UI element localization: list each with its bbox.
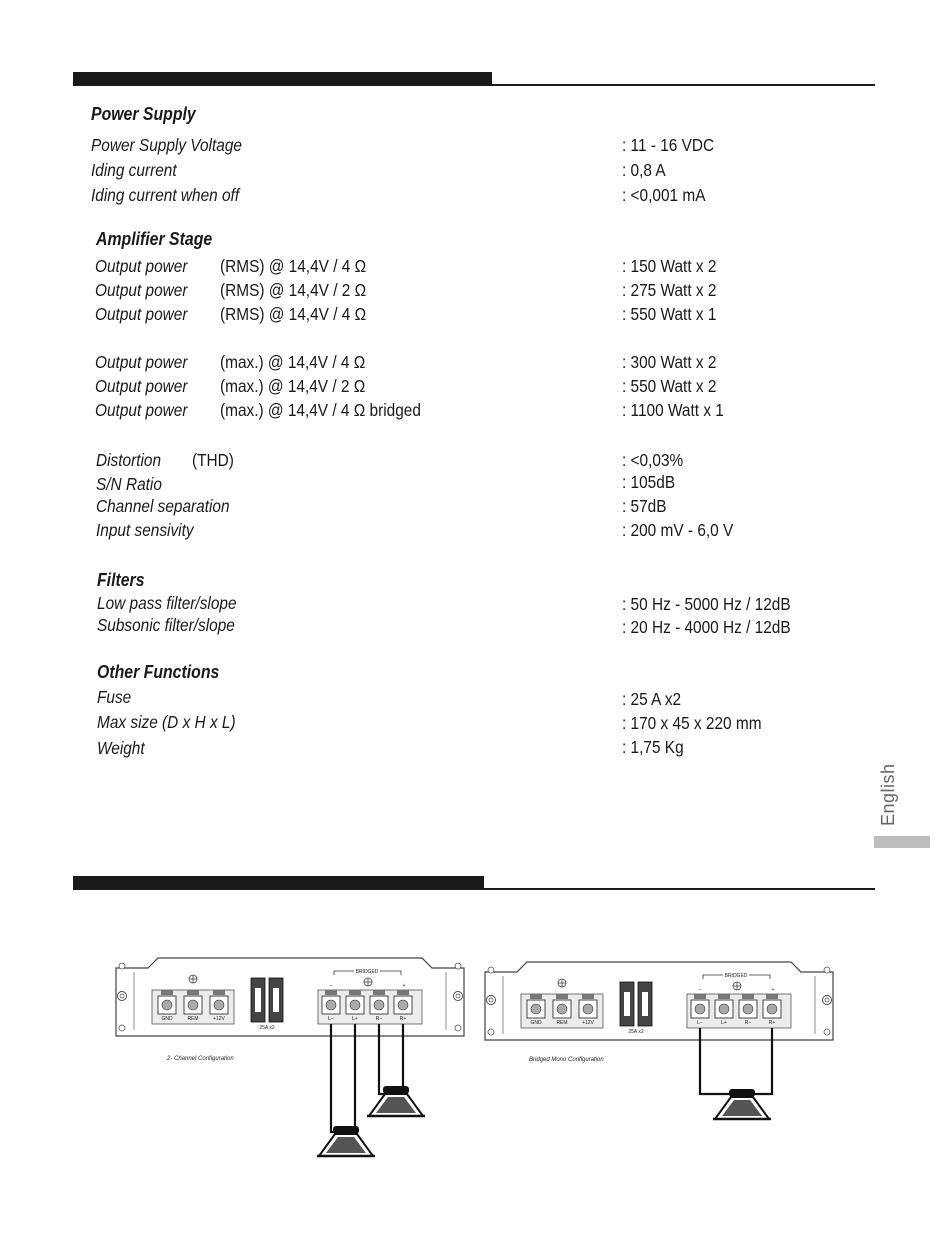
terminal-clamp [742, 994, 754, 999]
bridged-mono-diagram [485, 962, 833, 1119]
spec-label: Output power [95, 376, 188, 396]
terminal-clamp [556, 994, 568, 999]
spec-condition: (RMS) @ 14,4V / 2 Ω [220, 280, 367, 300]
power-supply-heading: Power Supply [91, 104, 196, 124]
speaker-magnet [333, 1126, 359, 1134]
terminal-screw-icon [743, 1004, 753, 1014]
spec-label: Iding current when off [91, 185, 240, 205]
terminal-screw-icon [557, 1004, 567, 1014]
speaker-terminal-label: L− [328, 1016, 334, 1022]
power-terminal-label: REM [187, 1016, 199, 1022]
terminal-screw-icon [767, 1004, 777, 1014]
filters-heading: Filters [97, 570, 145, 590]
power-terminal-label: GND [530, 1020, 542, 1026]
polarity-plus: + [402, 983, 406, 989]
mount-hole-icon [488, 967, 494, 973]
language-tab-label: English [878, 763, 898, 826]
spec-value: : 150 Watt x 2 [622, 256, 717, 276]
polarity-plus: + [771, 987, 775, 993]
spec-value: : 11 - 16 VDC [622, 135, 715, 155]
fuse-label: 25A x2 [259, 1025, 275, 1031]
mount-hole-icon [455, 963, 461, 969]
terminal-clamp [187, 990, 199, 995]
spec-value: : 275 Watt x 2 [622, 280, 717, 300]
fuse-element [255, 988, 261, 1012]
spec-label: Input sensivity [96, 520, 194, 540]
mount-hole-icon [824, 967, 830, 973]
diagram-caption: 2- Channel Configuration [167, 1056, 234, 1062]
spec-value: : 200 mV - 6,0 V [622, 520, 734, 540]
bridged-label: BRIDGED [724, 973, 748, 979]
terminal-screw-icon [398, 1000, 408, 1010]
spec-label: Low pass filter/slope [97, 593, 237, 613]
terminal-screw-icon [162, 1000, 172, 1010]
polarity-minus: − [329, 983, 333, 989]
spec-condition: (RMS) @ 14,4V / 4 Ω [220, 304, 367, 324]
spec-value: : 170 x 45 x 220 mm [622, 713, 762, 733]
terminal-clamp [694, 994, 706, 999]
terminal-clamp [397, 990, 409, 995]
spec-condition: (max.) @ 14,4V / 2 Ω [220, 376, 366, 396]
spec-value: : 25 A x2 [622, 689, 682, 709]
terminal-clamp [349, 990, 361, 995]
terminal-clamp [582, 994, 594, 999]
terminal-screw-icon [214, 1000, 224, 1010]
mount-screw-center [456, 994, 460, 998]
spec-value: : 550 Watt x 1 [622, 304, 717, 324]
fuse-label: 25A x2 [628, 1029, 644, 1035]
mount-screw-center [120, 994, 124, 998]
terminal-clamp [213, 990, 225, 995]
power-terminal-label: GND [161, 1016, 173, 1022]
mount-hole-icon [824, 1029, 830, 1035]
mount-hole-icon [119, 963, 125, 969]
terminal-screw-icon [350, 1000, 360, 1010]
spec-value: : 0,8 A [622, 160, 666, 180]
spec-label: Output power [95, 256, 188, 276]
mount-hole-icon [119, 1025, 125, 1031]
fuse-element [624, 992, 630, 1016]
spec-label: Weight [97, 738, 145, 758]
power-terminal-label: +12V [582, 1020, 594, 1026]
terminal-screw-icon [583, 1004, 593, 1014]
other-functions-heading: Other Functions [97, 662, 220, 682]
terminal-clamp [766, 994, 778, 999]
amplifier-stage-heading: Amplifier Stage [96, 229, 213, 249]
fuse-element [642, 992, 648, 1016]
spec-label: Power Supply Voltage [91, 135, 242, 155]
speaker-terminal-label: R+ [399, 1016, 407, 1022]
speaker-terminal-label: L+ [352, 1016, 358, 1022]
polarity-minus: − [698, 987, 702, 993]
spec-label: Fuse [97, 687, 132, 707]
speaker-terminal-label: L− [697, 1020, 703, 1026]
spec-condition: (RMS) @ 14,4V / 4 Ω [220, 256, 367, 276]
mount-screw-center [489, 998, 493, 1002]
spec-condition: (max.) @ 14,4V / 4 Ω bridged [220, 400, 421, 420]
terminal-screw-icon [188, 1000, 198, 1010]
terminal-clamp [161, 990, 173, 995]
terminal-clamp [718, 994, 730, 999]
spec-value: : 50 Hz - 5000 Hz / 12dB [622, 594, 791, 614]
spec-value: : 300 Watt x 2 [622, 352, 717, 372]
bridged-label: BRIDGED [355, 969, 379, 975]
speaker-terminal-label: R− [375, 1016, 383, 1022]
terminal-clamp [530, 994, 542, 999]
spec-value: : 20 Hz - 4000 Hz / 12dB [622, 617, 791, 637]
spec-label: Output power [95, 304, 188, 324]
spec-condition: (max.) @ 14,4V / 4 Ω [220, 352, 366, 372]
terminal-screw-icon [374, 1000, 384, 1010]
spec-value: : 105dB [622, 472, 676, 492]
spec-label: Output power [95, 280, 188, 300]
spec-label: Subsonic filter/slope [97, 615, 235, 635]
mount-hole-icon [488, 1029, 494, 1035]
speaker-magnet [729, 1089, 755, 1097]
spec-label: Distortion [96, 450, 162, 470]
speaker-terminal-label: R+ [768, 1020, 776, 1026]
terminal-screw-icon [326, 1000, 336, 1010]
spec-label: Max size (D x H x L) [97, 712, 236, 732]
spec-value: : <0,03% [622, 450, 684, 470]
spec-label: S/N Ratio [96, 474, 162, 494]
spec-value: : 1,75 Kg [622, 737, 684, 757]
mount-screw-center [825, 998, 829, 1002]
spec-label: Output power [95, 352, 188, 372]
spec-condition: (THD) [192, 450, 234, 470]
spec-value: : 550 Watt x 2 [622, 376, 717, 396]
terminal-screw-icon [719, 1004, 729, 1014]
spec-value: : 1100 Watt x 1 [622, 400, 724, 420]
mount-hole-icon [455, 1025, 461, 1031]
two-channel-diagram [116, 958, 464, 1156]
power-terminal-label: +12V [213, 1016, 225, 1022]
speaker-terminal-label: L+ [721, 1020, 727, 1026]
power-terminal-label: REM [556, 1020, 568, 1026]
terminal-clamp [325, 990, 337, 995]
terminal-screw-icon [531, 1004, 541, 1014]
spec-value: : <0,001 mA [622, 185, 706, 205]
fuse-element [273, 988, 279, 1012]
terminal-screw-icon [695, 1004, 705, 1014]
speaker-wire [331, 1024, 340, 1132]
diagram-caption: Bridged Mono Configuration [529, 1057, 604, 1063]
spec-label: Iding current [91, 160, 177, 180]
spec-value: : 57dB [622, 496, 667, 516]
speaker-wire [352, 1024, 355, 1132]
terminal-clamp [373, 990, 385, 995]
speaker-terminal-label: R− [744, 1020, 752, 1026]
spec-label: Channel separation [96, 496, 230, 516]
speaker-magnet [383, 1086, 409, 1094]
spec-label: Output power [95, 400, 188, 420]
